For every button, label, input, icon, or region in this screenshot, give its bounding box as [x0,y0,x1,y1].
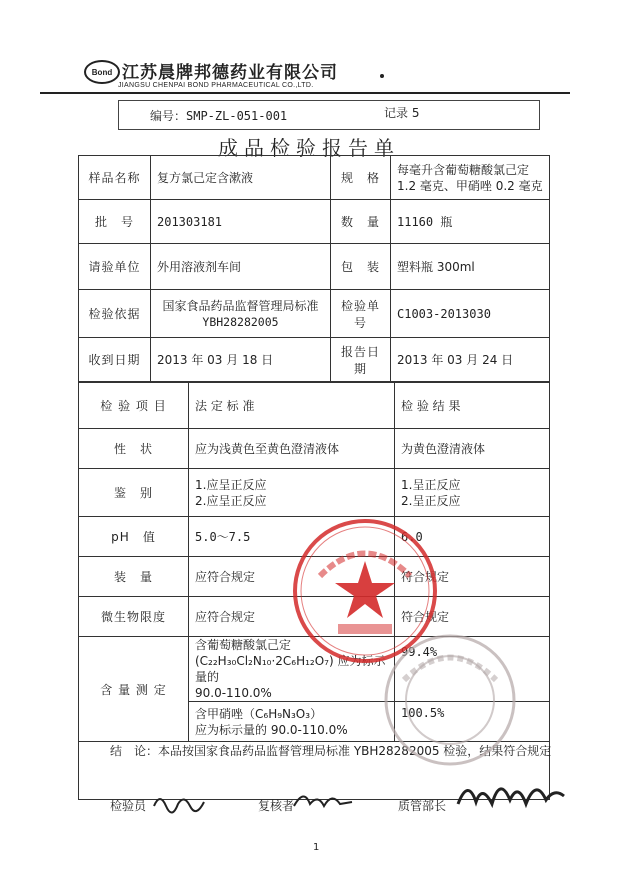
std-identification: 1.应呈正反应 2.应呈正反应 [189,469,395,517]
std-appearance: 应为浅黄色至黄色澄清液体 [189,429,395,469]
std-ph: 5.0～7.5 [189,517,395,557]
dot-mark [380,74,384,78]
item-assay: 含 量 测 定 [79,637,189,742]
conclusion-text: 结 论：本品按国家食品药品监督管理局标准 YBH28282005 检验，结果符合规定 [110,744,552,758]
company-name-en: JIANGSU CHENPAI BOND PHARMACEUTICAL CO.,LTD. [118,82,314,89]
result-ph: 6.0 [395,517,550,557]
result-appearance: 为黄色澄清液体 [395,429,550,469]
faded-seal [380,630,520,770]
qa-manager-signature [452,774,570,820]
label-batch: 批 号 [79,200,151,244]
value-packaging: 塑料瓶 300ml [391,244,550,290]
std-assay-chlorhexidine: 含葡萄糖酸氯己定 (C₂₂H₃₀Cl₂N₁₀·2C₆H₁₂O₇) 应为标示量的 90.0-110.0% [189,637,395,702]
value-basis: 国家食品药品监督管理局标准 YBH28282005 [151,290,331,338]
info-table [78,155,550,382]
result-microbial-limit: 符合规定 [395,597,550,637]
company-logo: Bond [84,60,120,84]
record-number: 记录 5 [384,106,420,120]
label-spec: 规 格 [331,156,391,200]
item-appearance: 性 状 [79,429,189,469]
label-report-date: 报告日期 [331,338,391,382]
label-received-date: 收到日期 [79,338,151,382]
value-quantity: 11160 瓶 [391,200,550,244]
value-sample-name: 复方氯己定含漱液 [151,156,331,200]
value-received-date: 2013 年 03 月 18 日 [151,338,331,382]
item-microbial-limit: 微生物限度 [79,597,189,637]
result-fill-volume: 符合规定 [395,557,550,597]
result-identification: 1.呈正反应 2.呈正反应 [395,469,550,517]
item-fill-volume: 装 量 [79,557,189,597]
header-standard: 法 定 标 准 [189,383,395,429]
table-row [79,429,550,469]
item-identification: 鉴 别 [79,469,189,517]
value-report-date: 2013 年 03 月 24 日 [391,338,550,382]
label-request-dept: 请验单位 [79,244,151,290]
page-title: 成品检验报告单 [218,136,400,160]
value-spec: 每毫升含葡萄糖酸氯己定 1.2 毫克、甲硝唑 0.2 毫克 [391,156,550,200]
document-code: 编号：SMP-ZL-051-001 [150,109,288,123]
result-assay-chlorhexidine: 99.4% [395,637,550,702]
header-test-item: 检 验 项 目 [79,383,189,429]
inspector-signature [150,788,206,816]
company-name-cn: 江苏晨牌邦德药业有限公司 [122,63,338,83]
table-row [79,469,550,517]
result-assay-metronidazole: 100.5% [395,702,550,742]
std-fill-volume: 应符合规定 [189,557,395,597]
reviewer-label: 复核者 [258,799,295,813]
label-packaging: 包 装 [331,244,391,290]
value-test-number: C1003-2013030 [391,290,550,338]
std-assay-metronidazole: 含甲硝唑（C₆H₉N₃O₃） 应为标示量的 90.0-110.0% [189,702,395,742]
label-sample-name: 样品名称 [79,156,151,200]
qa-manager-label: 质管部长 [398,799,447,813]
label-quantity: 数 量 [331,200,391,244]
item-ph: pH 值 [79,517,189,557]
page-number: 1 [313,842,320,853]
header-rule [40,92,570,94]
value-request-dept: 外用溶液剂车间 [151,244,331,290]
std-microbial-limit: 应符合规定 [189,597,395,637]
reviewer-signature [290,786,356,816]
header-result: 检 验 结 果 [395,383,550,429]
inspector-label: 检验员 [110,799,147,813]
label-test-number: 检验单号 [331,290,391,338]
value-batch: 201303181 [151,200,331,244]
label-basis: 检验依据 [79,290,151,338]
